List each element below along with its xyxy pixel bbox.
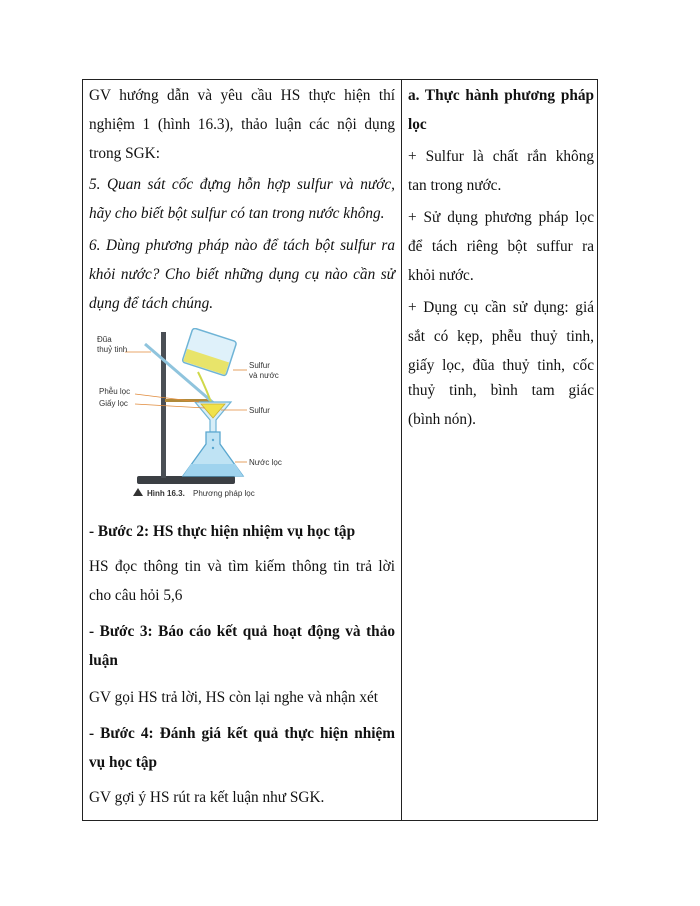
step-2-body-line-1: HS đọc thông tin và tìm kiếm thông tin trả lời (89, 558, 395, 575)
section-heading-line-1: a. Thực hành phương pháp (408, 87, 594, 104)
label-mixture-1: Sulfur (249, 361, 270, 370)
question-6-line-1: 6. Dùng phương pháp nào để tách bột sulfur ra (89, 237, 395, 254)
intro-line-3: trong SGK: (89, 145, 160, 162)
label-funnel: Phễu lọc (99, 387, 131, 396)
point-2-line-1: + Sử dụng phương pháp lọc (408, 209, 594, 226)
filtrate (183, 464, 243, 476)
step-4-title-line-1: - Bước 4: Đánh giá kết quả thực hiện nhiệm (89, 725, 395, 742)
stand-rod (161, 332, 166, 478)
question-6-line-3: dụng để tách chúng. (89, 295, 214, 312)
label-glass-rod-2: thuỷ tinh (97, 345, 128, 354)
column-divider (401, 80, 402, 820)
step-3-body: GV gọi HS trả lời, HS còn lại nghe và nhận xét (89, 689, 379, 706)
caption-figure-title: Phương pháp lọc (193, 489, 255, 498)
intro-line-1: GV hướng dẫn và yêu cầu HS thực hiện thí (89, 87, 395, 104)
lesson-table (82, 79, 598, 821)
pouring-beaker (182, 328, 237, 376)
step-4-body: GV gợi ý HS rút ra kết luận như SGK. (89, 789, 325, 806)
point-3-line-5: (bình nón). (408, 411, 476, 428)
point-3-line-2: sắt có kẹp, phễu thuỷ tinh, (408, 328, 594, 345)
point-1-line-2: tan trong nước. (408, 177, 502, 194)
point-3-line-3: giấy lọc, đũa thuỷ tinh, cốc (408, 357, 594, 374)
question-5-line-1: 5. Quan sát cốc đựng hỗn hợp sulfur và nước, (89, 176, 395, 193)
question-5-line-2: hãy cho biết bột sulfur có tan trong nước không. (89, 205, 385, 222)
step-3-title-line-1: - Bước 3: Báo cáo kết quả hoạt động và thảo (89, 623, 395, 640)
section-heading-line-2: lọc (408, 116, 427, 133)
step-4-title-line-2: vụ học tập (89, 754, 157, 771)
point-3-line-4: thuỷ tinh, bình tam giác (408, 382, 594, 399)
pouring-stream (198, 372, 211, 402)
filtration-apparatus-illustration (95, 328, 295, 506)
caption-figure-number: Hình 16.3. (147, 489, 185, 498)
label-sulfur: Sulfur (249, 406, 270, 415)
intro-line-2: nghiệm 1 (hình 16.3), thảo luận các nội dụng (89, 116, 395, 133)
point-1-line-1: + Sulfur là chất rắn không (408, 148, 594, 165)
step-3-title-line-2: luận (89, 652, 118, 669)
point-2-line-2: để tách riêng bột suffur ra (408, 238, 594, 255)
step-2-title: - Bước 2: HS thực hiện nhiệm vụ học tập (89, 523, 356, 540)
caption-triangle-icon (133, 488, 143, 496)
stand-base (137, 476, 235, 484)
step-2-body-line-2: cho câu hỏi 5,6 (89, 587, 183, 604)
label-filtrate: Nước lọc (249, 458, 282, 467)
question-6-line-2: khỏi nước? Cho biết những dụng cụ nào cần sử (89, 266, 395, 283)
filtration-figure (95, 328, 295, 506)
point-3-line-1: + Dụng cụ cần sử dụng: giá (408, 299, 594, 316)
label-mixture-2: và nước (249, 371, 279, 380)
label-filter-paper: Giấy lọc (99, 399, 128, 408)
label-glass-rod-1: Đũa (97, 335, 112, 344)
point-2-line-3: khỏi nước. (408, 267, 474, 284)
